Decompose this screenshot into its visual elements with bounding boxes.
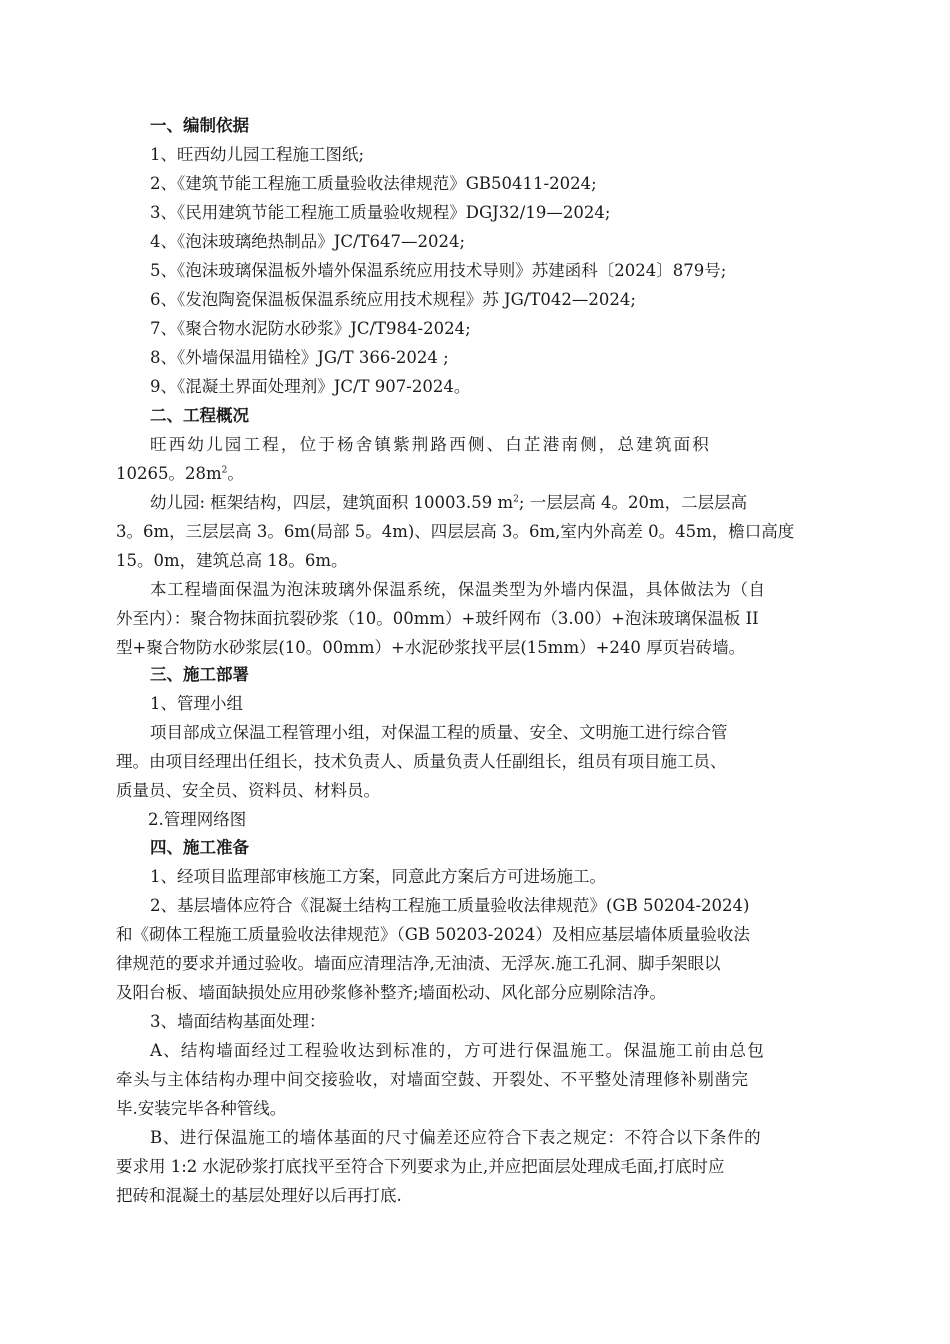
basis-item: 2、《建筑节能工程施工质量验收法律规范》GB50411-2024; (150, 174, 597, 193)
deployment-paragraph-line: 质量员、安全员、资料员、材料员。 (116, 781, 380, 800)
basis-item: 6、《发泡陶瓷保温板保温系统应用技术规程》苏 JG/T042—2024; (150, 290, 636, 309)
basis-item: 4、《泡沫玻璃绝热制品》JC/T647—2024; (150, 232, 466, 251)
overview-paragraph-line: 旺西幼儿园工程，位于杨舍镇紫荆路西侧、白芷港南侧，总建筑面积 (150, 435, 711, 454)
deployment-paragraph-line: 项目部成立保温工程管理小组，对保温工程的质量、安全、文明施工进行综合管 (150, 723, 728, 742)
preparation-paragraph-line: 及阳台板、墙面缺损处应用砂浆修补整齐;墙面松动、风化部分应剔除洁净。 (116, 983, 667, 1002)
basis-item: 9、《混凝土界面处理剂》JC/T 907-2024。 (150, 377, 471, 396)
deployment-subheading: 2.管理网络图 (148, 810, 247, 829)
preparation-paragraph-line: 3、墙面结构基面处理： (150, 1012, 326, 1031)
overview-paragraph-line: 15。0m，建筑总高 18。6m。 (116, 551, 348, 570)
basis-item: 7、《聚合物水泥防水砂浆》JC/T984-2024; (150, 319, 471, 338)
basis-item: 1、旺西幼儿园工程施工图纸; (150, 145, 365, 164)
preparation-paragraph-line: 牵头与主体结构办理中间交接验收，对墙面空鼓、开裂处、不平整处清理修补剔凿完 (116, 1070, 749, 1089)
preparation-paragraph-line: B、进行保温施工的墙体基面的尺寸偏差还应符合下表之规定：不符合以下条件的 (150, 1128, 762, 1147)
overview-paragraph-line: 外至内）：聚合物抹面抗裂砂浆（10。00mm）+玻纤网布（3.00）+泡沫玻璃保温板 II (116, 609, 759, 628)
section-heading-deployment: 三、施工部署 (150, 665, 249, 684)
section-heading-preparation: 四、施工准备 (150, 838, 249, 857)
preparation-paragraph-line: 2、基层墙体应符合《混凝土结构工程施工质量验收法律规范》(GB 50204-2024) (150, 896, 750, 915)
basis-item: 3、《民用建筑节能工程施工质量验收规程》DGJ32/19—2024; (150, 203, 611, 222)
overview-paragraph-line: 本工程墙面保温为泡沫玻璃外保温系统，保温类型为外墙内保温，具体做法为（自 (150, 580, 766, 599)
preparation-paragraph-line: A、结构墙面经过工程验收达到标准的，方可进行保温施工。保温施工前由总包 (150, 1041, 765, 1060)
preparation-paragraph-line: 把砖和混凝土的基层处理好以后再打底. (116, 1186, 402, 1205)
deployment-subheading: 1、管理小组 (150, 694, 243, 713)
section-heading-overview: 二、工程概况 (150, 406, 249, 425)
overview-paragraph-line: 3。6m，三层层高 3。6m(局部 5。4m)、四层层高 3。6m,室内外高差 0。45m，檐口高度 (116, 522, 795, 541)
preparation-paragraph-line: 1、经项目监理部审核施工方案，同意此方案后方可进场施工。 (150, 867, 606, 886)
preparation-paragraph-line: 和《砌体工程施工质量验收法律规范》（GB 50203-2024）及相应基层墙体质量验收法 (116, 925, 750, 944)
overview-paragraph-line: 型+聚合物防水砂浆层(10。00mm）+水泥砂浆找平层(15mm）+240 厚页岩砖墙。 (116, 638, 746, 657)
basis-item: 8、《外墙保温用锚栓》JG/T 366-2024 ; (150, 348, 449, 367)
preparation-paragraph-line: 毕.安装完毕各种管线。 (116, 1099, 287, 1118)
preparation-paragraph-line: 要求用 1:2 水泥砂浆打底找平至符合下列要求为止,并应把面层处理成毛面,打底时应 (116, 1157, 725, 1176)
deployment-paragraph-line: 理。由项目经理出任组长，技术负责人、质量负责人任副组长，组员有项目施工员、 (116, 752, 727, 771)
basis-item: 5、《泡沫玻璃保温板外墙外保温系统应用技术导则》苏建函科〔2024〕879号; (150, 261, 727, 280)
overview-paragraph-line: 幼儿园: 框架结构，四层，建筑面积 10003.59 $m^2$; 一层层高 4。20m，二层层高 (150, 493, 748, 512)
section-heading-basis: 一、编制依据 (150, 116, 249, 135)
overview-paragraph-line: 10265。$28m^2$。 (116, 464, 244, 483)
preparation-paragraph-line: 律规范的要求并通过验收。墙面应清理洁净,无油渍、无浮灰.施工孔洞、脚手架眼以 (116, 954, 721, 973)
